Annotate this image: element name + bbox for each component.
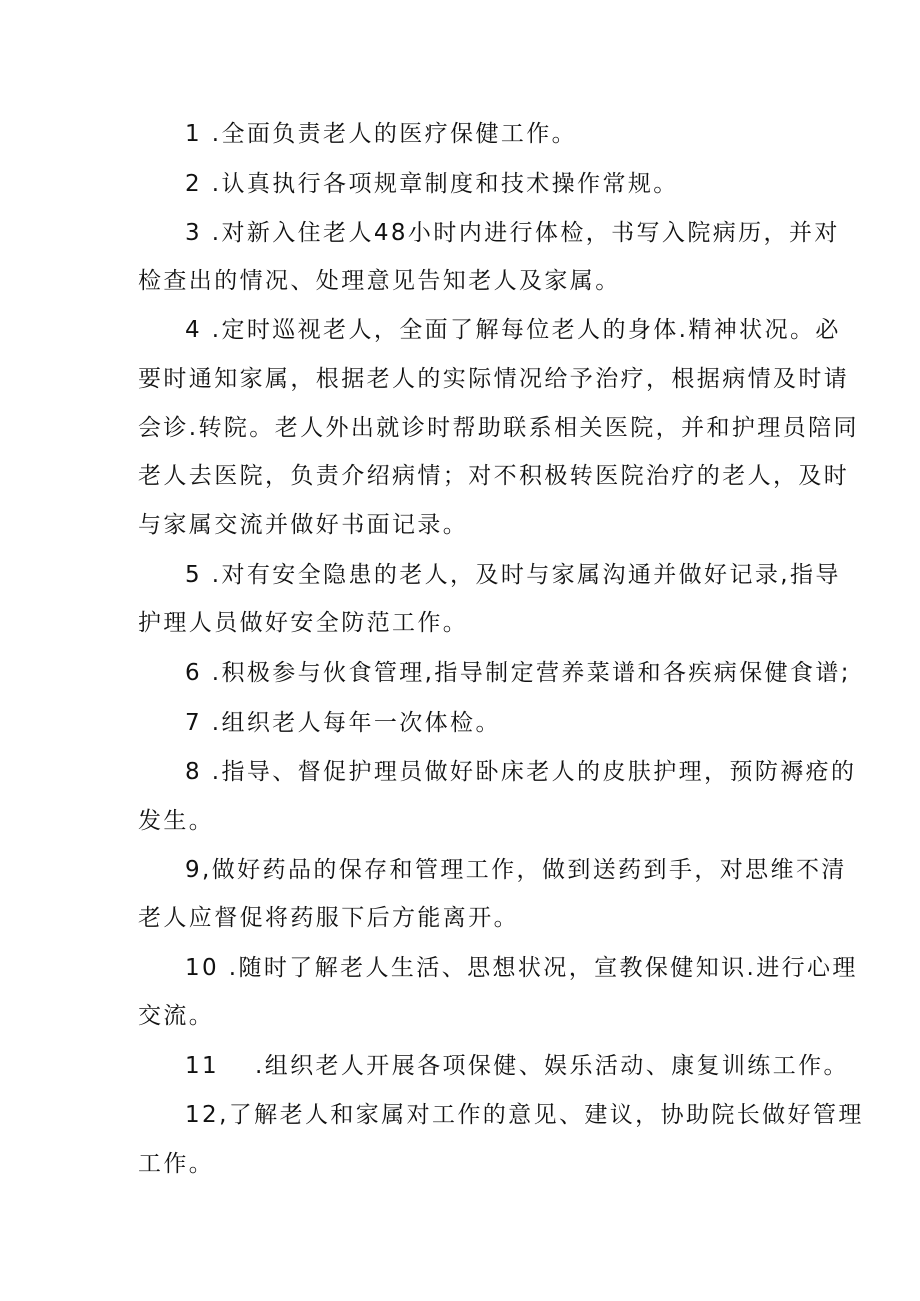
item-4-line-2: 要时通知家属，根据老人的实际情况给予治疗，根据病情及时请: [138, 366, 850, 392]
item-8-line-2: 发生。: [138, 808, 215, 834]
item-4-line-4: 老人去医院，负责介绍病情；对不积极转医院治疗的老人，及时: [138, 463, 850, 489]
item-5-line-2: 护理人员做好安全防范工作。: [138, 610, 469, 636]
item-10-line-2: 交流。: [138, 1003, 215, 1029]
item-4-line-1: 4 .定时巡视老人，全面了解每位老人的身体.精神状况。必: [185, 317, 841, 343]
item-3-line-2: 检查出的情况、处理意见告知老人及家属。: [138, 268, 621, 294]
item-10-line-1: 10 .随时了解老人生活、思想状况，宣教保健知识.进行心理: [185, 955, 858, 981]
item-2-line-1: 2 .认真执行各项规章制度和技术操作常规。: [185, 171, 679, 197]
item-11-number: 11: [185, 1053, 220, 1079]
item-8-line-1: 8 .指导、督促护理员做好卧床老人的皮肤护理，预防褥疮的: [185, 759, 857, 785]
item-9-line-2: 老人应督促将药服下后方能离开。: [138, 905, 519, 931]
item-11-text: .组织老人开展各项保健、娱乐活动、康复训练工作。: [255, 1053, 849, 1079]
item-12-line-1: 12,了解老人和家属对工作的意见、建议，协助院长做好管理: [185, 1102, 864, 1128]
item-6-line-1: 6 .积极参与伙食管理,指导制定营养菜谱和各疾病保健食谱;: [185, 660, 851, 686]
item-9-line-1: 9,做好药品的保存和管理工作，做到送药到手，对思维不清: [185, 857, 847, 883]
item-11-line-1: [185, 1051, 849, 1081]
item-3-line-1: 3 .对新入住老人48小时内进行体检，书写入院病历，并对: [185, 220, 840, 246]
item-4-line-3: 会诊.转院。老人外出就诊时帮助联系相关医院，并和护理员陪同: [138, 415, 859, 441]
item-4-line-5: 与家属交流并做好书面记录。: [138, 512, 469, 538]
item-5-line-1: 5 .对有安全隐患的老人，及时与家属沟通并做好记录,指导: [185, 562, 841, 588]
item-1-line-1: 1 .全面负责老人的医疗保健工作。: [185, 121, 578, 147]
item-12-line-2: 工作。: [138, 1151, 215, 1177]
item-7-line-1: 7 .组织老人每年一次体检。: [185, 710, 501, 736]
